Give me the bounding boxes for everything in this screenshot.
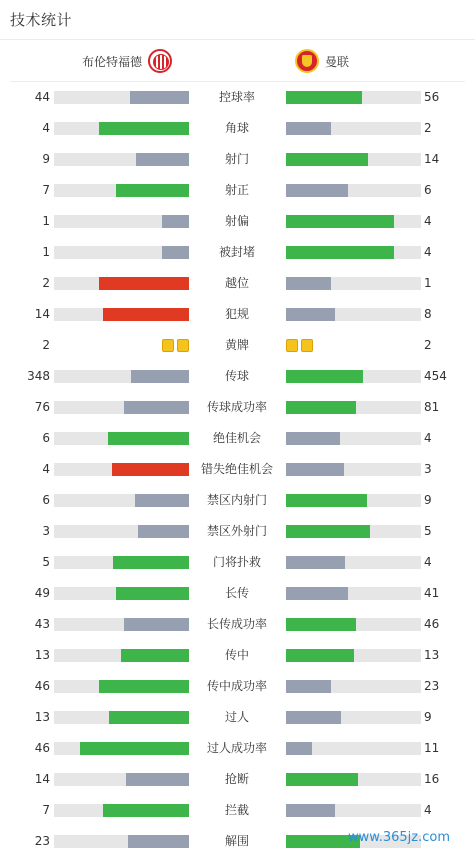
home-stat-bar-fill [162, 246, 189, 259]
stat-label: 禁区外射门 [206, 524, 267, 538]
home-stat-bar-fill [103, 804, 189, 817]
home-stat-bar [54, 91, 189, 104]
away-stat-bar [286, 370, 421, 383]
home-stat-bar-fill [103, 308, 189, 321]
stat-row [0, 671, 475, 702]
away-stat-bar [286, 556, 421, 569]
away-stat-value: 4 [424, 431, 432, 445]
home-stat-value: 6 [42, 493, 50, 507]
stat-row [0, 547, 475, 578]
stat-row [0, 113, 475, 144]
away-stat-bar-fill [286, 742, 312, 755]
stat-label: 射门 [224, 152, 249, 166]
away-stat-bar-fill [286, 773, 358, 786]
away-stat-value: 56 [424, 90, 440, 104]
home-stat-bar [54, 370, 189, 383]
away-stat-value: 41 [424, 586, 440, 600]
stat-label: 禁区内射门 [206, 493, 267, 507]
away-stat-bar [286, 277, 421, 290]
stat-label: 过人 [224, 710, 249, 724]
away-stat-bar-fill [286, 525, 370, 538]
away-stat-bar [286, 680, 421, 693]
home-stat-bar-fill [109, 711, 189, 724]
stat-label: 射正 [224, 183, 249, 197]
stat-row [0, 454, 475, 485]
stat-label: 错失绝佳机会 [200, 462, 273, 476]
home-stat-bar [54, 525, 189, 538]
home-stat-value: 23 [34, 834, 50, 848]
home-stat-bar [54, 401, 189, 414]
page-title: 技术统计 [10, 11, 73, 29]
home-stat-bar-fill [116, 184, 189, 197]
stat-label: 犯规 [224, 307, 249, 321]
away-stat-value: 3 [424, 462, 432, 476]
away-stat-value: 13 [424, 648, 440, 662]
stat-row [0, 361, 475, 392]
away-stat-value: 454 [424, 369, 447, 383]
away-stat-bar-fill [286, 587, 348, 600]
away-stat-bar [286, 91, 421, 104]
home-stat-bar-fill [128, 835, 189, 848]
stat-label: 长传 [224, 586, 249, 600]
stat-label: 控球率 [218, 90, 255, 104]
stat-label: 过人成功率 [206, 741, 267, 755]
stat-row [0, 516, 475, 547]
home-stat-bar-fill [136, 153, 189, 166]
home-stat-bar [54, 432, 189, 445]
home-stat-value: 7 [42, 803, 50, 817]
away-stat-bar [286, 773, 421, 786]
stat-row [0, 733, 475, 764]
home-stat-value: 14 [34, 307, 50, 321]
home-stat-bar-fill [116, 587, 189, 600]
away-stat-bar-fill [286, 618, 356, 631]
away-stat-value: 4 [424, 214, 432, 228]
home-stat-value: 46 [34, 679, 50, 693]
home-stat-bar [54, 277, 189, 290]
away-stat-bar [286, 246, 421, 259]
yellow-card-icon [162, 339, 174, 352]
away-stat-value: 5 [424, 524, 432, 538]
stat-label: 黄牌 [224, 338, 249, 352]
brentford-logo-icon [148, 49, 172, 73]
away-stat-bar [286, 153, 421, 166]
away-stat-bar [286, 618, 421, 631]
away-stat-value: 81 [424, 400, 440, 414]
home-stat-value: 6 [42, 431, 50, 445]
man-united-logo-icon [295, 49, 319, 73]
home-stat-bar [54, 215, 189, 228]
stat-label: 抢断 [224, 772, 249, 786]
stat-row [0, 299, 475, 330]
away-stat-bar-fill [286, 494, 367, 507]
away-stat-bar-fill [286, 246, 394, 259]
away-stat-bar [286, 494, 421, 507]
home-stat-value: 43 [34, 617, 50, 631]
home-stat-value: 5 [42, 555, 50, 569]
away-stat-bar-fill [286, 401, 356, 414]
home-stat-bar-fill [124, 401, 189, 414]
stat-row [0, 268, 475, 299]
away-stat-bar [286, 308, 421, 321]
stats-header [0, 0, 475, 40]
home-stat-bar [54, 556, 189, 569]
stat-label: 绝佳机会 [212, 431, 261, 445]
away-team-name: 曼联 [325, 54, 350, 69]
stat-row [0, 795, 475, 826]
away-stat-value: 23 [424, 679, 440, 693]
away-stat-bar [286, 804, 421, 817]
home-stat-value: 4 [42, 462, 50, 476]
home-stat-bar [54, 742, 189, 755]
stat-row [0, 764, 475, 795]
away-stat-value: 4 [424, 555, 432, 569]
home-stat-bar [54, 649, 189, 662]
yellow-card-icon [177, 339, 189, 352]
watermark: www.365jz.com [348, 830, 450, 845]
away-stat-value: 4 [424, 245, 432, 259]
home-stat-bar-fill [162, 215, 189, 228]
home-stat-bar [54, 122, 189, 135]
stat-label: 拦截 [224, 803, 249, 817]
stat-label: 传中成功率 [206, 679, 267, 693]
stat-row [0, 702, 475, 733]
home-stat-bar [54, 618, 189, 631]
home-stat-bar-fill [126, 773, 189, 786]
away-stat-bar-fill [286, 184, 348, 197]
away-stat-bar-fill [286, 463, 344, 476]
home-stat-bar-fill [80, 742, 189, 755]
home-stat-value: 3 [42, 524, 50, 538]
home-yellow-cards [162, 339, 189, 352]
stat-label: 解围 [224, 834, 249, 848]
away-stat-bar-fill [286, 308, 335, 321]
away-stat-value: 6 [424, 183, 432, 197]
away-stat-bar-fill [286, 680, 331, 693]
away-stat-bar [286, 215, 421, 228]
stat-row [0, 175, 475, 206]
home-stat-bar-fill [99, 680, 189, 693]
away-stat-value: 1 [424, 276, 432, 290]
away-stat-bar-fill [286, 277, 331, 290]
away-stat-value: 16 [424, 772, 440, 786]
away-stat-bar-fill [286, 91, 362, 104]
stat-label: 传中 [224, 648, 249, 662]
away-stat-bar-fill [286, 649, 354, 662]
stat-row [0, 392, 475, 423]
stat-row [0, 330, 475, 361]
stat-label: 长传成功率 [206, 617, 267, 631]
away-stat-value: 4 [424, 803, 432, 817]
home-stat-value: 348 [27, 369, 50, 383]
home-stat-value: 14 [34, 772, 50, 786]
home-stat-bar [54, 804, 189, 817]
home-team-name: 布伦特福德 [81, 54, 142, 69]
home-stat-bar-fill [113, 556, 189, 569]
away-stat-bar [286, 122, 421, 135]
away-stat-bar-fill [286, 432, 340, 445]
away-stat-bar-fill [286, 153, 368, 166]
stat-label: 被封堵 [218, 245, 255, 259]
home-stat-bar-fill [108, 432, 189, 445]
away-stat-value: 9 [424, 493, 432, 507]
stat-row [0, 206, 475, 237]
away-stat-bar [286, 432, 421, 445]
home-stat-bar [54, 773, 189, 786]
home-stat-bar [54, 246, 189, 259]
away-stat-bar-fill [286, 804, 335, 817]
home-stat-value: 9 [42, 152, 50, 166]
away-stat-value: 11 [424, 741, 440, 755]
home-stat-bar-fill [121, 649, 189, 662]
yellow-card-icon [286, 339, 298, 352]
home-stat-bar [54, 494, 189, 507]
yellow-card-icon [301, 339, 313, 352]
home-stat-value: 4 [42, 121, 50, 135]
away-stat-bar [286, 742, 421, 755]
stat-label: 射偏 [224, 214, 249, 228]
stat-row [0, 144, 475, 175]
home-stat-bar [54, 711, 189, 724]
home-stat-value: 1 [42, 245, 50, 259]
teams-row [10, 40, 465, 82]
away-stat-bar [286, 184, 421, 197]
away-stat-value: 2 [424, 121, 432, 135]
away-stat-value: 14 [424, 152, 440, 166]
home-stat-bar-fill [112, 463, 189, 476]
home-stat-value: 44 [34, 90, 50, 104]
home-stat-bar [54, 463, 189, 476]
stat-label: 传球 [224, 369, 249, 383]
stat-row [0, 640, 475, 671]
stat-row [0, 423, 475, 454]
away-stat-bar [286, 587, 421, 600]
home-stat-value: 76 [34, 400, 50, 414]
away-stat-bar-fill [286, 711, 341, 724]
stat-label: 角球 [224, 121, 249, 135]
home-stat-value: 13 [34, 648, 50, 662]
home-stat-bar [54, 680, 189, 693]
away-stat-value: 46 [424, 617, 440, 631]
away-stat-bar-fill [286, 122, 331, 135]
away-stat-bar-fill [286, 370, 363, 383]
stat-row [0, 485, 475, 516]
away-stat-bar [286, 711, 421, 724]
stat-row [0, 578, 475, 609]
away-stat-bar-fill [286, 556, 345, 569]
stat-row [0, 609, 475, 640]
stat-label: 传球成功率 [206, 400, 267, 414]
away-stat-value: 8 [424, 307, 432, 321]
home-stat-value: 1 [42, 214, 50, 228]
away-stat-bar-fill [286, 215, 394, 228]
stat-label: 越位 [224, 276, 249, 290]
home-stat-bar-fill [130, 91, 189, 104]
home-stat-bar [54, 308, 189, 321]
home-stat-value: 46 [34, 741, 50, 755]
home-stat-value: 13 [34, 710, 50, 724]
away-stat-bar [286, 401, 421, 414]
away-stat-bar [286, 463, 421, 476]
away-team [295, 40, 349, 82]
home-stat-bar-fill [124, 618, 189, 631]
stat-row [0, 82, 475, 113]
home-stat-bar-fill [99, 277, 189, 290]
away-stat-value: 9 [424, 710, 432, 724]
home-stat-value: 2 [42, 276, 50, 290]
home-stat-value: 7 [42, 183, 50, 197]
away-stat-bar [286, 649, 421, 662]
home-stat-value: 2 [42, 338, 50, 352]
home-stat-bar-fill [138, 525, 189, 538]
away-stat-bar [286, 525, 421, 538]
home-stat-bar [54, 184, 189, 197]
home-stat-value: 49 [34, 586, 50, 600]
home-team [82, 40, 172, 82]
home-stat-bar-fill [135, 494, 189, 507]
stat-label: 门将扑救 [212, 555, 261, 569]
stat-row [0, 237, 475, 268]
home-stat-bar [54, 153, 189, 166]
away-stat-value: 2 [424, 338, 432, 352]
home-stat-bar-fill [99, 122, 189, 135]
home-stat-bar [54, 587, 189, 600]
home-stat-bar-fill [131, 370, 189, 383]
away-yellow-cards [286, 339, 313, 352]
home-stat-bar [54, 835, 189, 848]
